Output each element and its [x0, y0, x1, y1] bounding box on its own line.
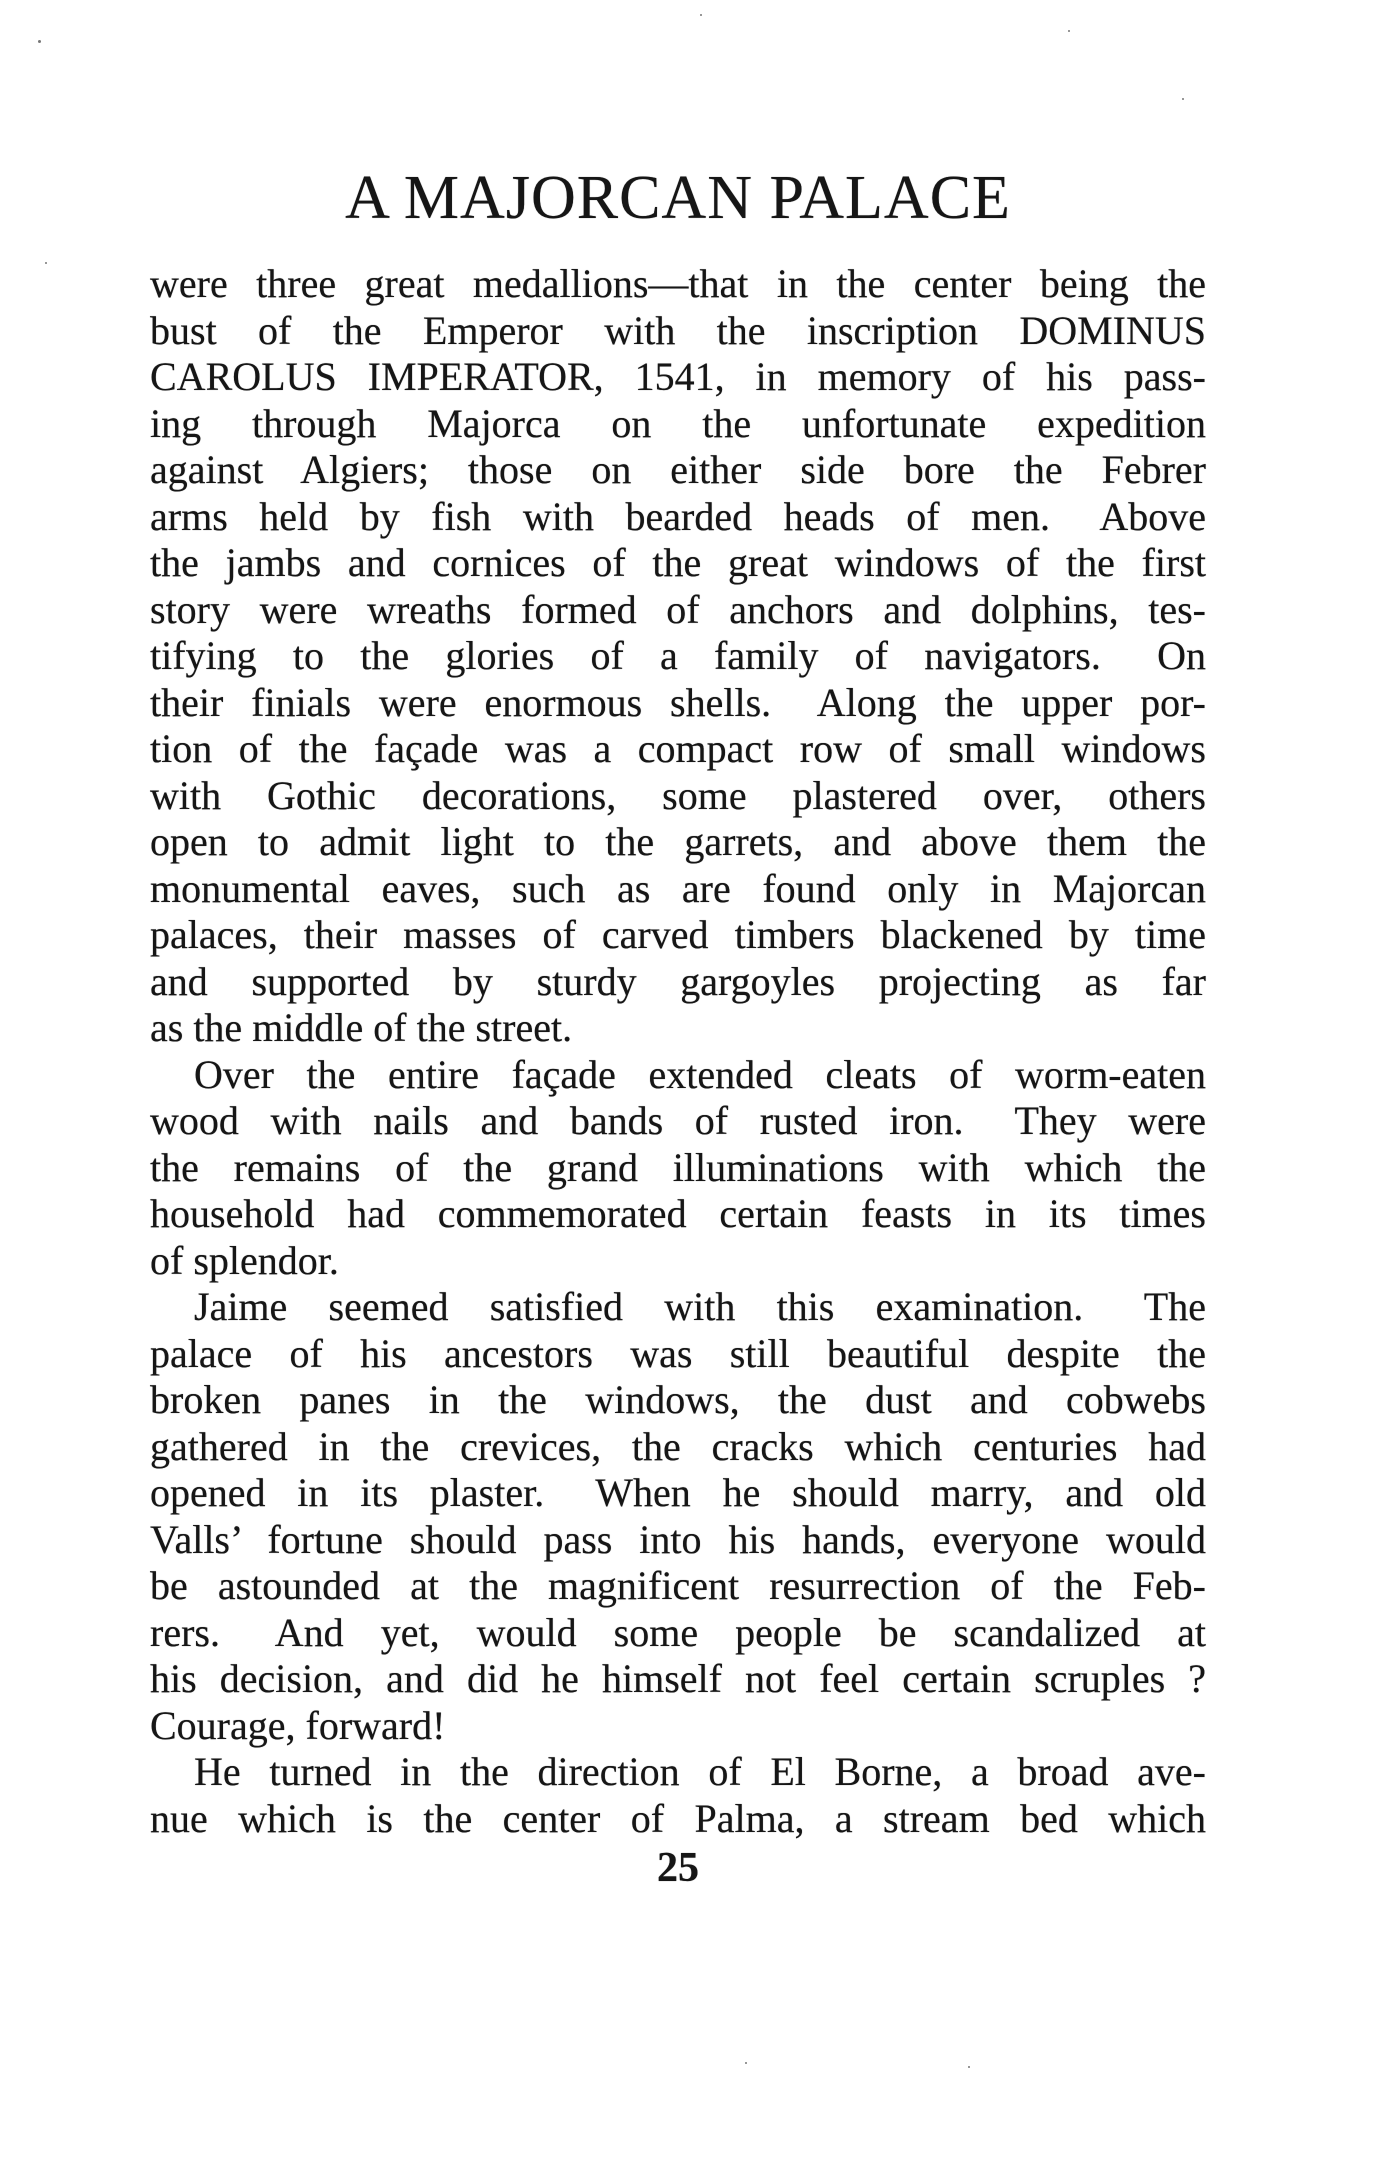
body-text	[150, 261, 1206, 1842]
text-line: ing through Majorca on the unfortunate expedition	[150, 400, 1206, 446]
text-line: bust of the Emperor with the inscription DOMINUS	[150, 307, 1206, 353]
text-line: his decision, and did he himself not feel certain scruples ?	[150, 1656, 1206, 1701]
text-line: Valls’ fortune should pass into his hands, everyone would	[150, 1516, 1206, 1562]
scan-speck	[45, 262, 47, 264]
text-line: nue which is the center of Palma, a stream bed which	[150, 1795, 1206, 1841]
scan-speck	[1068, 30, 1070, 32]
text-line: broken panes in the windows, the dust and cobwebs	[150, 1377, 1206, 1422]
text-line: wood with nails and bands of rusted iron. They were	[150, 1098, 1206, 1143]
text-line: tion of the façade was a compact row of small windows	[150, 726, 1206, 771]
text-line: Courage, forward!	[150, 1702, 446, 1748]
text-line: monumental eaves, such as are found only in Majorcan	[150, 865, 1206, 911]
text-line: He turned in the direction of El Borne, a broad ave-	[194, 1749, 1206, 1794]
scan-speck	[1182, 98, 1184, 100]
text-line: the jambs and cornices of the great windows of the first	[150, 540, 1206, 585]
text-line: household had commemorated certain feasts in its times	[150, 1191, 1206, 1236]
text-line: CAROLUS IMPERATOR, 1541, in memory of his pass-	[150, 354, 1206, 399]
text-line: be astounded at the magnificent resurrection of the Feb-	[150, 1563, 1206, 1608]
scan-speck	[700, 14, 702, 16]
text-line: story were wreaths formed of anchors and dolphins, tes-	[150, 586, 1206, 632]
scan-speck	[745, 2062, 747, 2064]
text-line: of splendor.	[150, 1237, 339, 1283]
text-line: against Algiers; those on either side bore the Febrer	[150, 447, 1206, 492]
text-line: with Gothic decorations, some plastered over, others	[150, 772, 1206, 818]
text-line: as the middle of the street.	[150, 1005, 573, 1050]
page-number: 25	[657, 1845, 699, 1891]
scan-speck	[968, 2066, 970, 2068]
text-line: palaces, their masses of carved timbers blackened by time	[150, 912, 1206, 957]
text-line: opened in its plaster. When he should marry, and old	[150, 1470, 1206, 1515]
text-line: their finials were enormous shells. Along the upper por-	[150, 679, 1206, 725]
text-line: open to admit light to the garrets, and above them the	[150, 819, 1206, 864]
text-line: Over the entire façade extended cleats of worm-eaten	[194, 1051, 1206, 1097]
text-line: palace of his ancestors was still beautiful despite the	[150, 1330, 1206, 1376]
text-line: were three great medallions—that in the center being the	[150, 261, 1206, 306]
scan-speck	[38, 40, 41, 43]
text-line: tifying to the glories of a family of navigators. On	[150, 633, 1206, 678]
text-line: rers. And yet, would some people be scandalized at	[150, 1609, 1206, 1655]
text-line: arms held by fish with bearded heads of men. Above	[150, 493, 1206, 539]
text-line: Jaime seemed satisfied with this examination. The	[194, 1284, 1206, 1329]
text-line: the remains of the grand illuminations with which the	[150, 1144, 1206, 1190]
text-line: and supported by sturdy gargoyles projecting as far	[150, 958, 1206, 1004]
chapter-title: A MAJORCAN PALACE	[345, 164, 1011, 232]
text-line: gathered in the crevices, the cracks which centuries had	[150, 1423, 1206, 1469]
